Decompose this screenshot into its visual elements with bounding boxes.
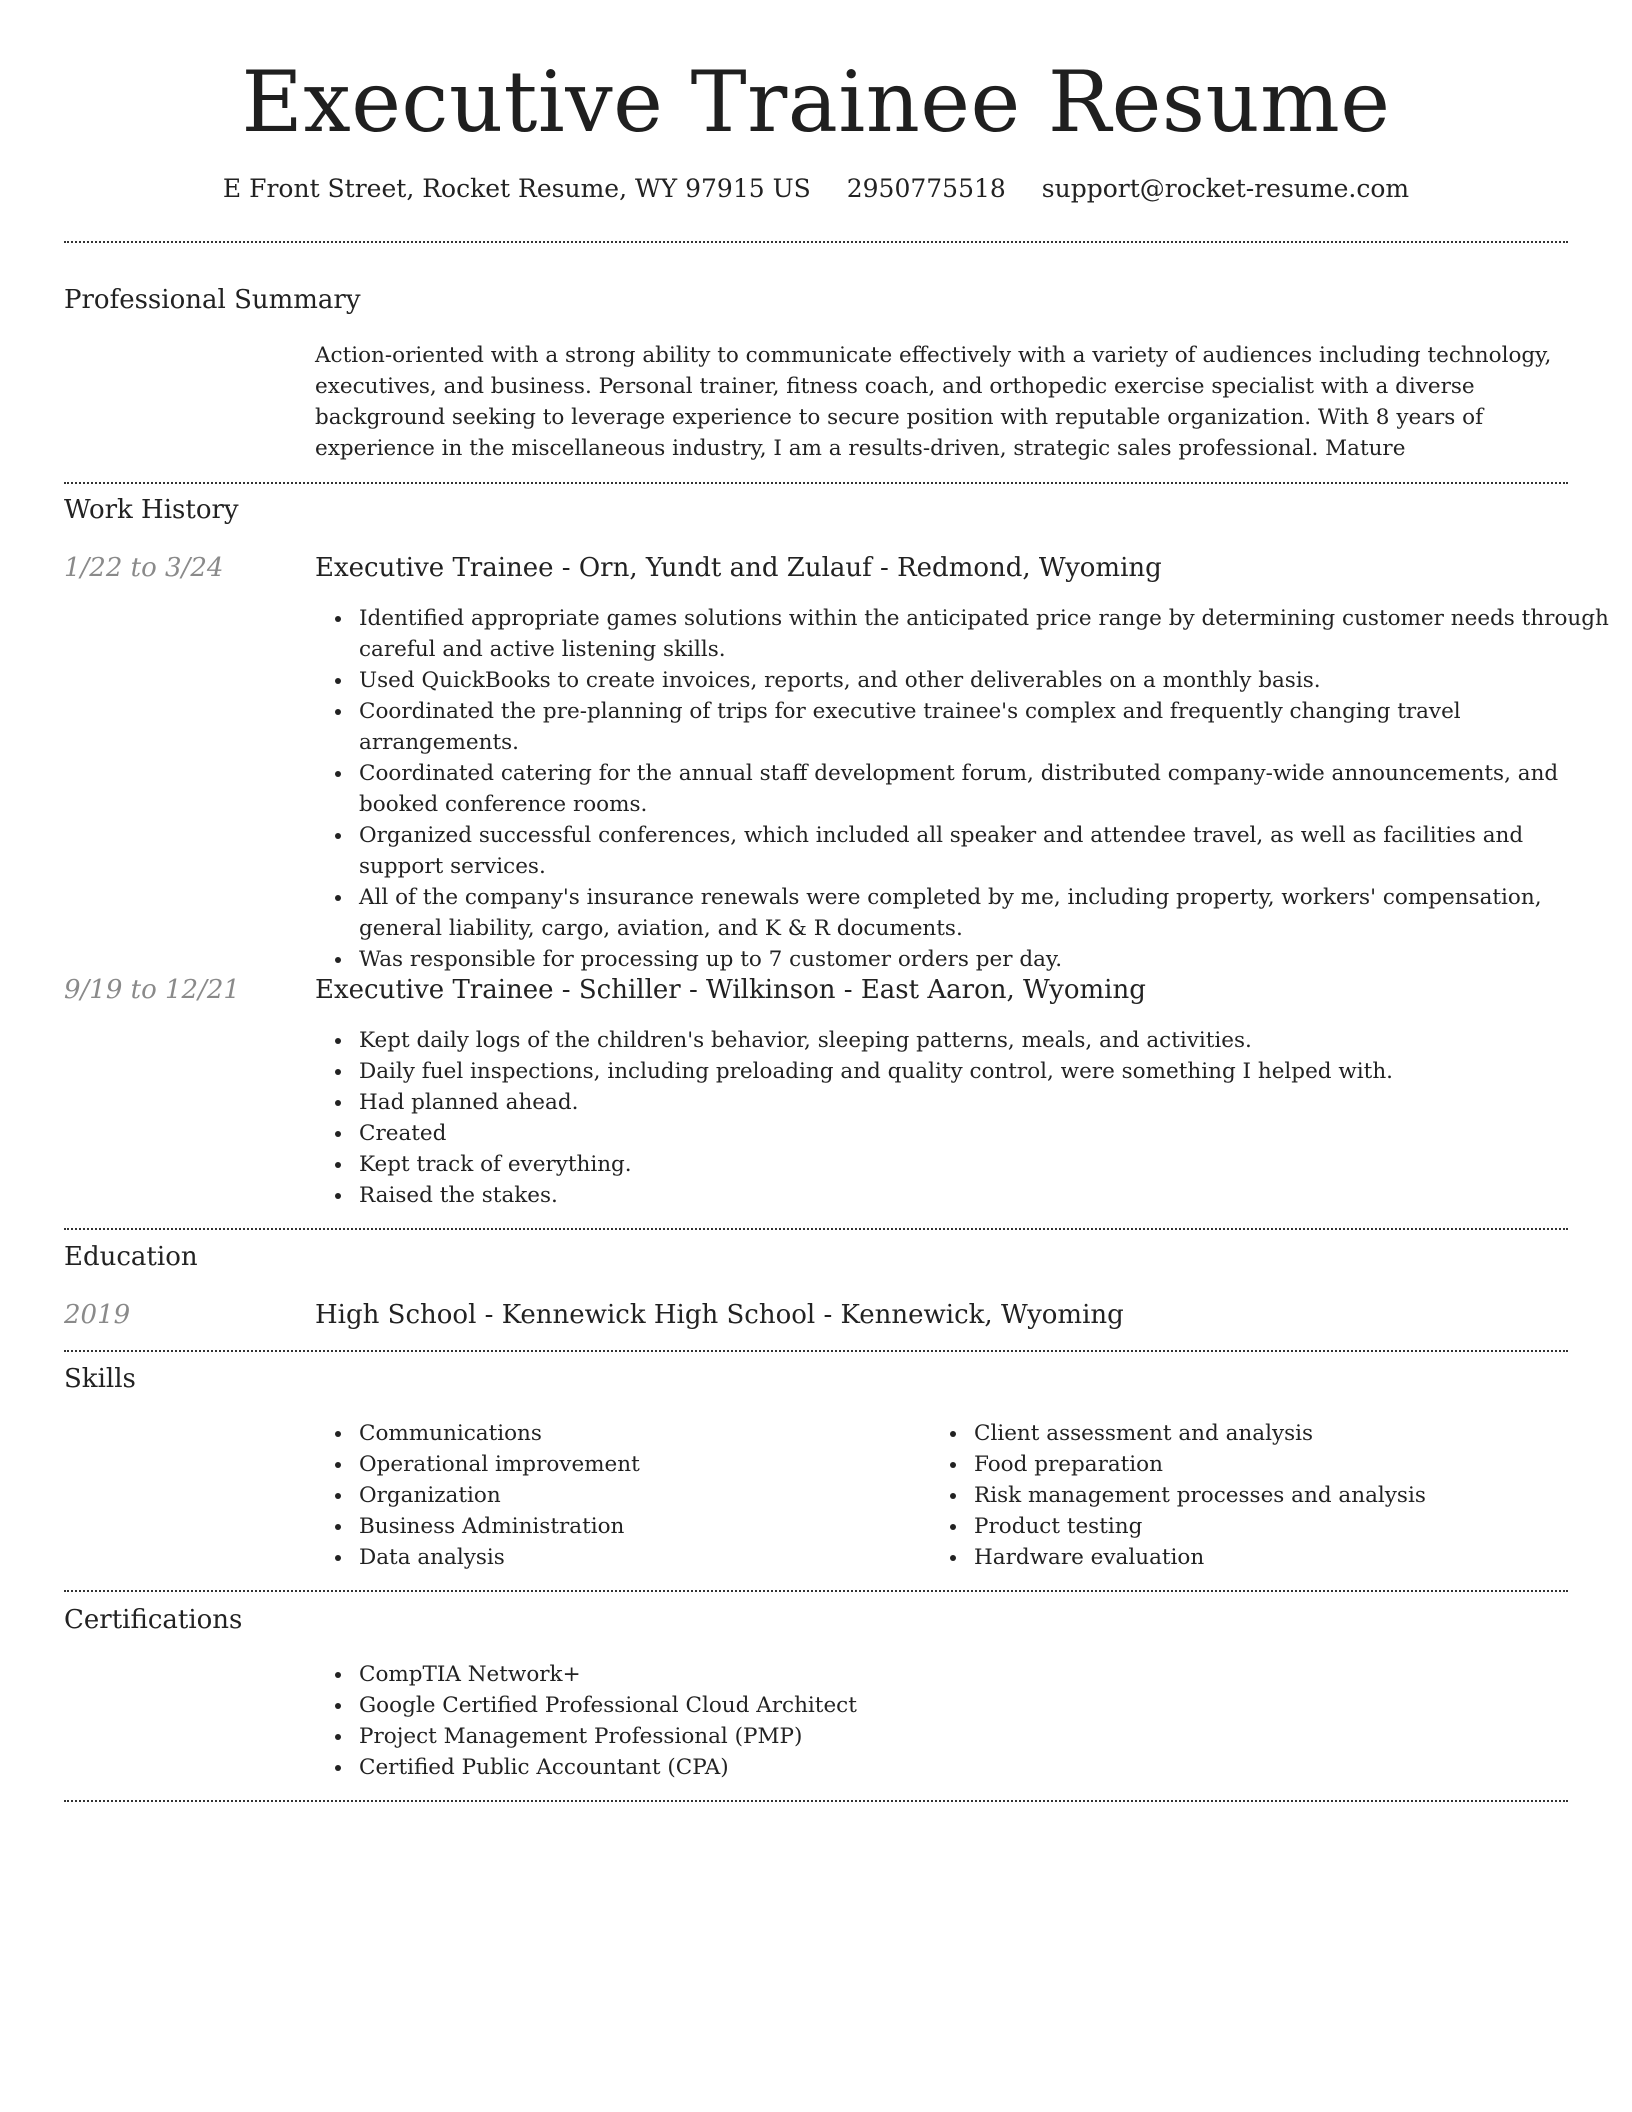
list-item: Was responsible for processing up to 7 customer orders per day. <box>359 944 1609 975</box>
contact-phone: 2950775518 <box>846 174 1006 203</box>
list-item: Risk management processes and analysis <box>974 1480 1604 1511</box>
summary-text: Action-oriented with a strong ability to communicate effectively with a variety of audiences including technology, executives, and business. Personal trainer, fitness coach, and orthopedic exercise specialist with a diverse background seeking to leverage experience to secure position with reputable organization. With 8 years of experience in the miscellaneous industry, I am a results-driven, strategic sales professional. Mature <box>315 343 1552 461</box>
list-item: CompTIA Network+ <box>359 1659 1609 1690</box>
section-divider <box>64 241 1568 243</box>
section-heading-summary: Professional Summary <box>64 285 361 315</box>
list-item: Client assessment and analysis <box>974 1418 1604 1449</box>
section-divider <box>64 1228 1568 1230</box>
contact-address: E Front Street, Rocket Resume, WY 97915 US <box>222 174 811 203</box>
skills-list-left <box>315 1418 959 1573</box>
list-item: Business Administration <box>359 1511 959 1542</box>
list-item: Data analysis <box>359 1542 959 1573</box>
section-divider <box>64 482 1568 484</box>
job-dates: 9/19 to 12/21 <box>64 975 240 1005</box>
list-item: Had planned ahead. <box>359 1087 1609 1118</box>
list-item: Project Management Professional (PMP) <box>359 1721 1609 1752</box>
resume-title: Executive Trainee Resume <box>241 53 1391 151</box>
skills-list-right <box>930 1418 1604 1573</box>
job-bullets <box>315 603 1609 975</box>
job-dates: 1/22 to 3/24 <box>64 553 224 583</box>
contact-email: support@rocket-resume.com <box>1041 174 1410 203</box>
list-item: Organization <box>359 1480 959 1511</box>
section-divider <box>64 1590 1568 1592</box>
list-item: Organized successful conferences, which included all speaker and attendee travel, as well as facilities and support services. <box>359 820 1609 882</box>
education-title: High School - Kennewick High School - Kennewick, Wyoming <box>315 1300 1124 1330</box>
list-item: Product testing <box>974 1511 1604 1542</box>
list-item: Hardware evaluation <box>974 1542 1604 1573</box>
certifications-list <box>315 1659 1609 1783</box>
section-divider <box>64 1800 1568 1802</box>
section-divider <box>64 1350 1568 1352</box>
list-item: All of the company's insurance renewals were completed by me, including property, workers' compensation, general liability, cargo, aviation, and K & R documents. <box>359 882 1609 944</box>
contact-line <box>0 172 1632 206</box>
job-title: Executive Trainee - Orn, Yundt and Zulauf - Redmond, Wyoming <box>315 553 1162 583</box>
list-item: Identified appropriate games solutions within the anticipated price range by determining customer needs through careful and active listening skills. <box>359 603 1609 665</box>
list-item: Food preparation <box>974 1449 1604 1480</box>
list-item: Certified Public Accountant (CPA) <box>359 1752 1609 1783</box>
list-item: Kept daily logs of the children's behavior, sleeping patterns, meals, and activities. <box>359 1025 1609 1056</box>
section-heading-skills: Skills <box>64 1364 136 1394</box>
section-heading-education: Education <box>64 1242 198 1272</box>
list-item: Daily fuel inspections, including preloading and quality control, were something I helped with. <box>359 1056 1609 1087</box>
list-item: Used QuickBooks to create invoices, reports, and other deliverables on a monthly basis. <box>359 665 1609 696</box>
list-item: Google Certified Professional Cloud Architect <box>359 1690 1609 1721</box>
education-year: 2019 <box>64 1300 131 1330</box>
section-heading-work: Work History <box>64 495 239 525</box>
list-item: Created <box>359 1118 1609 1149</box>
job-title: Executive Trainee - Schiller - Wilkinson - East Aaron, Wyoming <box>315 975 1146 1005</box>
list-item: Coordinated catering for the annual staff development forum, distributed company-wide announcements, and booked conference rooms. <box>359 758 1609 820</box>
list-item: Operational improvement <box>359 1449 959 1480</box>
section-heading-certifications: Certifications <box>64 1605 243 1635</box>
list-item: Coordinated the pre-planning of trips for executive trainee's complex and frequently changing travel arrangements. <box>359 696 1609 758</box>
list-item: Communications <box>359 1418 959 1449</box>
list-item: Raised the stakes. <box>359 1180 1609 1211</box>
job-bullets <box>315 1025 1609 1211</box>
list-item: Kept track of everything. <box>359 1149 1609 1180</box>
